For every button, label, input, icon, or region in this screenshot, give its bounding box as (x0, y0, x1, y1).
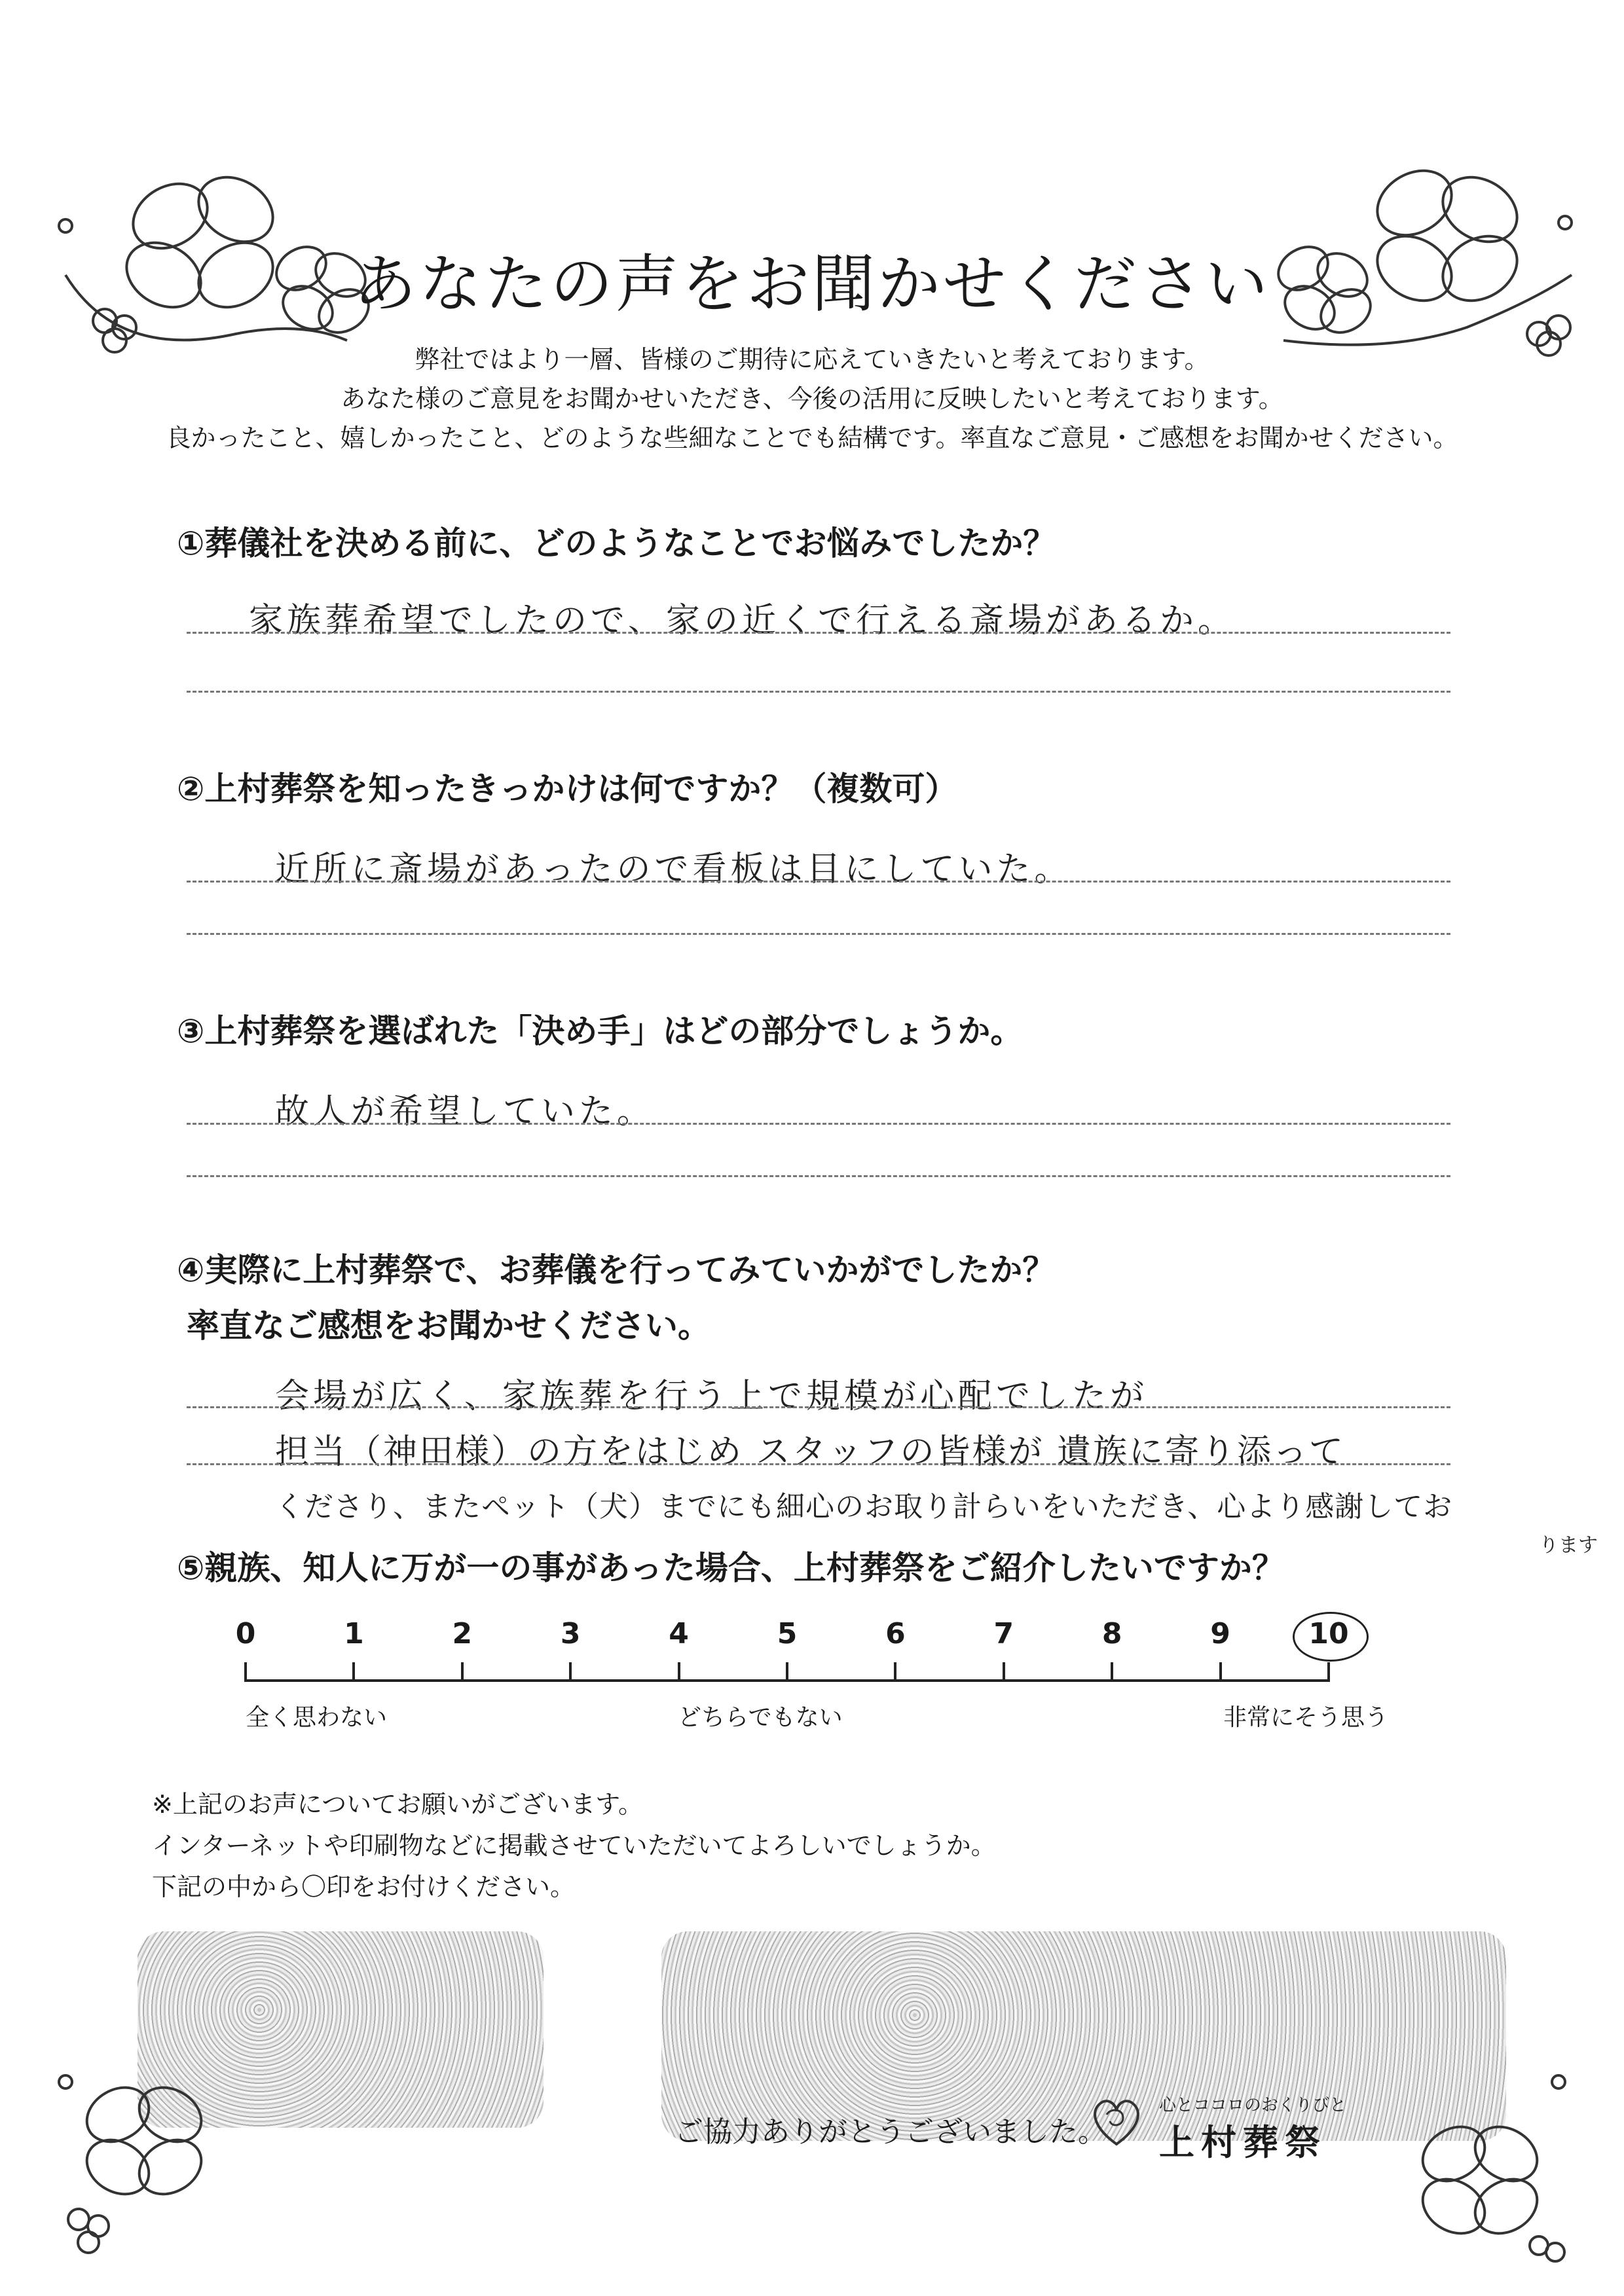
answer-rule (187, 1123, 1450, 1125)
question-4-sublabel: 率直なご感想をお聞かせください。 (187, 1307, 710, 1345)
answer-rule (187, 1175, 1450, 1177)
scale-option-9[interactable]: 9 (1210, 1617, 1230, 1650)
scale-tick (569, 1662, 572, 1682)
answer-4-line-1: 会場が広く、家族葬を行う上で規模が心配でしたが (275, 1377, 1148, 1416)
answer-3-line-1: 故人が希望していた。 (275, 1092, 655, 1131)
note-line-1: ※上記のお声についてお願いがございます。 (152, 1790, 644, 1819)
scale-option-5[interactable]: 5 (777, 1617, 798, 1650)
scale-low-label: 全く思わない (246, 1704, 388, 1731)
thank-you-text: ご協力ありがとうございました。 (674, 2115, 1107, 2149)
scale-option-8[interactable]: 8 (1101, 1617, 1122, 1650)
scale-tick (461, 1662, 464, 1682)
answer-rule (187, 881, 1450, 883)
scale-high-label: 非常にそう思う (1223, 1704, 1389, 1731)
note-line-3: 下記の中から〇印をお付けください。 (152, 1872, 576, 1901)
scale-tick (678, 1662, 680, 1682)
question-5-label: ⑤親族、知人に万が一の事があった場合、上村葬祭をご紹介したいですか？ (177, 1549, 1285, 1587)
scale-option-10[interactable]: 10 (1308, 1617, 1349, 1650)
answer-rule (187, 691, 1450, 693)
scale-option-7[interactable]: 7 (993, 1617, 1014, 1650)
question-3-label: ③上村葬祭を選ばれた「決め手」はどの部分でしょうか。 (177, 1012, 1024, 1050)
answer-rule (187, 1406, 1450, 1408)
scale-option-3[interactable]: 3 (560, 1617, 581, 1650)
selected-circle-mark (1293, 1612, 1369, 1662)
scale-tick (1111, 1662, 1113, 1682)
scale-mid-label: どちらでもない (678, 1704, 843, 1731)
scale-option-2[interactable]: 2 (452, 1617, 473, 1650)
answer-4-line-3: くださり、またペット（犬）までにも細心のお取り計らいをいただき、心より感謝してお (275, 1490, 1453, 1523)
answer-rule (187, 632, 1450, 634)
brand-tagline: 心とココロのおくりびと (1159, 2096, 1347, 2115)
answer-2-line-1: 近所に斎場があったので看板は目にしていた。 (275, 850, 1073, 889)
question-2-label: ②上村葬祭を知ったきっかけは何ですか？（複数可） (177, 770, 958, 808)
scale-tick (894, 1662, 896, 1682)
answer-rule (187, 1463, 1450, 1465)
scale-tick (1003, 1662, 1005, 1682)
clover-decoration-bottom-right (1362, 2056, 1585, 2272)
answer-4-line-2: 担当（神田様）の方をはじめ スタッフの皆様が 遺族に寄り添って (275, 1432, 1346, 1472)
clover-decoration-bottom-left (39, 2056, 236, 2272)
scale-tick (352, 1662, 355, 1682)
intro-line-2: あなた様のご意見をお聞かせいただき、今後の活用に反映したいと考えております。 (341, 384, 1283, 413)
question-4-label: ④実際に上村葬祭で、お葬儀を行ってみていかがでしたか？ (177, 1251, 1056, 1289)
scale-tick (1327, 1662, 1330, 1682)
answer-rule (187, 933, 1450, 935)
answer-1-line-1: 家族葬希望でしたので、家の近くで行える斎場があるか。 (249, 601, 1236, 640)
intro-line-1: 弊社ではより一層、皆様のご期待に応えていきたいと考えております。 (415, 345, 1209, 374)
answer-4-line-4: ります (1539, 1534, 1598, 1557)
scale-tick (1219, 1662, 1222, 1682)
note-line-2: インターネットや印刷物などに掲載させていただいてよろしいでしょうか。 (152, 1831, 996, 1860)
brand-name: 上村葬祭 (1159, 2122, 1327, 2163)
scale-option-0[interactable]: 0 (235, 1617, 256, 1650)
heart-logo-icon (1087, 2092, 1146, 2151)
scale-tick (244, 1662, 247, 1682)
scale-tick (786, 1662, 788, 1682)
question-1-label: ①葬儀社を決める前に、どのようなことでお悩みでしたか？ (177, 524, 1056, 562)
page-title: あなたの声をお聞かせください (354, 247, 1270, 321)
scale-option-6[interactable]: 6 (885, 1617, 906, 1650)
scale-option-4[interactable]: 4 (669, 1617, 689, 1650)
scale-option-1[interactable]: 1 (344, 1617, 364, 1650)
intro-line-3: 良かったこと、嬉しかったこと、どのような些細なことでも結構です。率直なご意見・ご感想をお聞かせください。 (166, 424, 1458, 452)
